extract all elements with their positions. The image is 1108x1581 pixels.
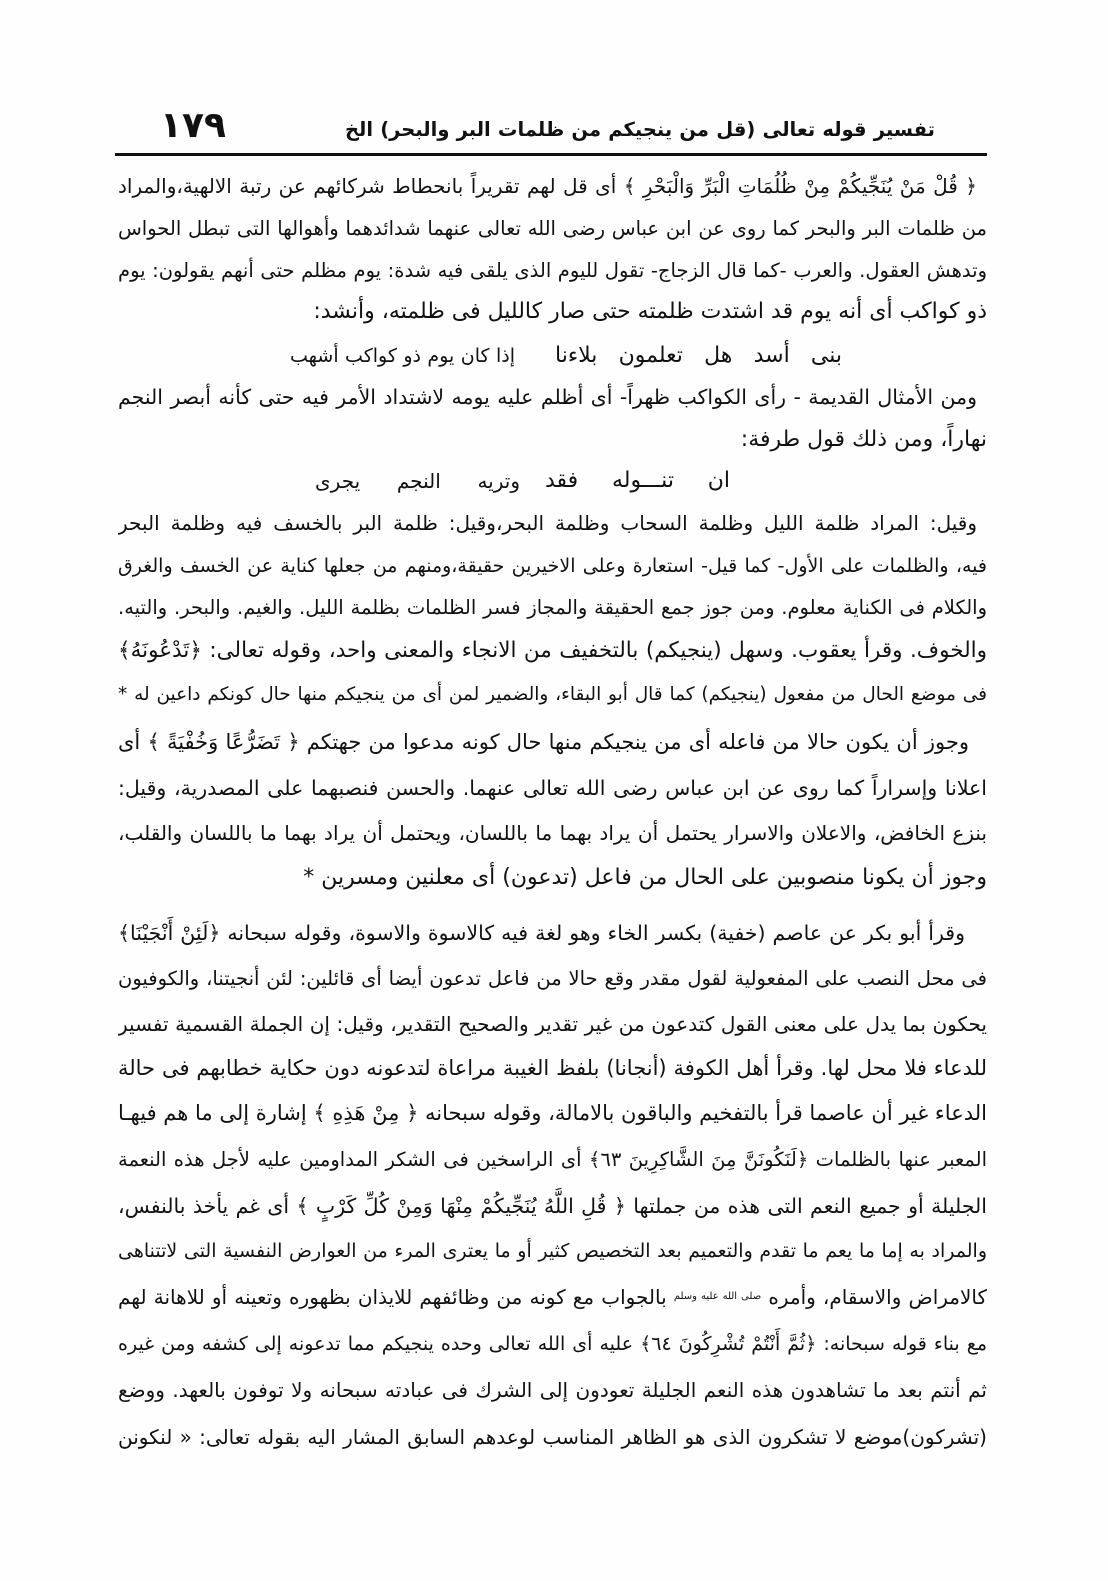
verse-hemistich-right: بنى أسد هل تعلمون بلاءنا bbox=[555, 343, 842, 368]
text-line: وجوز أن يكون حالا من فاعله أى من ينجيكم منها حال كونه مدعوا من جهتكم ﴿ تَضَرُّعًا وَخُفْيَةً ﴾ أى bbox=[118, 730, 969, 754]
text-line: ذو كواكب أى أنه يوم قد اشتدت ظلمته حتى صار كالليل فى ظلمته، وأنشد: bbox=[313, 299, 987, 324]
text-segment: بالجواب مع كونه من وظائفهم للايذان بظهوره وتعينه أو للاهانة لهم bbox=[118, 1285, 667, 1309]
text-line: فى موضع الحال من مفعول (ينجيكم) كما قال أبو البقاء، والضمير لمن أى من ينجيكم منها حال كونكم داعين له * bbox=[118, 684, 987, 705]
page-number: ١٧٩ bbox=[160, 105, 226, 146]
honorific-ligature: صلى الله عليه وسلم bbox=[673, 1291, 762, 1302]
text-line: وجوز أن يكونا منصوبين على الحال من فاعل (تدعون) أى معلنين ومسرين * bbox=[303, 865, 987, 890]
text-line bbox=[118, 1277, 987, 1317]
verse-hemistich-left: إذا كان يوم ذو كواكب أشهب bbox=[290, 345, 515, 367]
header-rule bbox=[115, 153, 987, 156]
text-line: فيه، والظلمات على الأول- كما قيل- استعارة وعلى الاخيرين حقيقة،ومنهم من جعلها كناية عن الخسف والغرق bbox=[118, 555, 987, 577]
text-line: من ظلمات البر والبحر كما روى عن ابن عباس رضى الله تعالى عنهما شدائدهما وأهوالها التى تبطل الحواس bbox=[118, 217, 987, 240]
verse-line bbox=[0, 461, 1108, 501]
text-line: اعلانا وإسراراً كما روى عن ابن عباس رضى الله تعالى عنهما. والحسن فنصبهما على المصدرية، وقيل: bbox=[118, 776, 987, 800]
text-line: للدعاء فلا محل لها. وقرأ أهل الكوفة (أنجانا) بلفظ الغيبة مراعاة لتدعونه دون حكاية خطابهم فى حالة bbox=[118, 1056, 987, 1080]
verse-line bbox=[0, 336, 1108, 376]
text-line: المعبر عنها بالظلمات ﴿لَنَكُونَنَّ مِنَ الشَّاكِرِينَ ٦٣﴾ أى الراسخين فى الشكر المداومين عليه لأجل هذه النعمة bbox=[118, 1148, 987, 1171]
text-line: والكلام فى الكناية معلوم. ومن جوز جمع الحقيقة والمجاز فسر الظلمات بظلمة الليل. والغيم. والبحر. والتيه. bbox=[118, 596, 987, 619]
text-line: والخوف. وقرأ يعقوب. وسهل (ينجيكم) بالتخفيف من الانجاء والمعنى واحد، وقوله تعالى: ﴿تَدْعُونَهُ﴾ bbox=[118, 638, 987, 663]
text-line: مع بناء قوله سبحانه: ﴿ثُمَّ أَنْتُمْ تُشْرِكُونَ ٦٤﴾ عليه أى الله تعالى وحده ينجيكم مما تدعونه إلى كشفه ومن غيره bbox=[118, 1333, 987, 1355]
text-line: وتدهش العقول. والعرب -كما قال الزجاج- تقول لليوم الذى يلقى فيه شدة: يوم مظلم حتى أنهم يقولون: يوم bbox=[118, 259, 987, 282]
text-line: نهاراً، ومن ذلك قول طرفة: bbox=[740, 427, 987, 452]
text-line: ثم أنتم بعد ما تشاهدون هذه النعم الجليلة تعودون إلى الشرك فى عبادته سبحانه ولا توفون بالعهد. ووضع bbox=[118, 1378, 987, 1402]
text-line: بنزع الخافض، والاعلان والاسرار يحتمل أن يراد بهما ما باللسان، ويحتمل أن يراد بهما ما باللسان والقلب، bbox=[118, 821, 987, 845]
text-line: فى محل النصب على المفعولية لقول مقدر وقع حالا من فاعل تدعون أيضا أى قائلين: لئن أنجيتنا، والكوفيون bbox=[118, 967, 987, 990]
text-line: يحكون بما يدل على معنى القول كتدعون من غير تقدير والصحيح التقدير، وقيل: إن الجملة القسمية تفسير bbox=[118, 1012, 987, 1036]
text-line: وقيل: المراد ظلمة الليل وظلمة السحاب وظلمة البحر،وقيل: ظلمة البر بالخسف فيه وظلمة البحر bbox=[118, 511, 977, 535]
text-line: ومن الأمثال القديمة - رأى الكواكب ظهراً- أى أظلم عليه يومه لاشتداد الأمر فيه حتى كأنه أبصر النجم bbox=[118, 385, 977, 409]
text-segment: كالامراض والاسقام، وأمره bbox=[768, 1285, 987, 1309]
text-line: وقرأ أبو بكر عن عاصم (خفية) بكسر الخاء وهو لغة فيه كالاسوة والاسوة، وقوله سبحانه ﴿لَئِنْ أَنْجَيْنَا﴾ bbox=[118, 921, 965, 945]
verse-hemistich-left: وتريه النجم يجرى bbox=[315, 469, 520, 493]
text-line: الجليلة أو جميع النعم التى هذه من جملتها ﴿ قُلِ اللَّهُ يُنَجِّيكُمْ مِنْهَا وَمِنْ كُلِّ كَرْبٍ ﴾ أى غم يأخذ بالنفس، bbox=[118, 1194, 987, 1218]
text-line: والمراد به إما ما يعم ما تقدم والتعميم بعد التخصيص كثير أو ما يعترى المرء من العوارض النفسية التى لاتتناهى bbox=[118, 1240, 987, 1262]
running-header-title: تفسير قوله تعالى (قل من ينجيكم من ظلمات البر والبحر) الخ bbox=[345, 118, 935, 141]
verse-hemistich-right: ان تنـــوله فقد bbox=[545, 468, 730, 493]
text-line: (تشركون)موضع لا تشكرون الذى هو الظاهر المناسب لوعدهم السابق المشار اليه بقوله تعالى: « لنكونن bbox=[118, 1425, 987, 1449]
text-line: الدعاء غير أن عاصما قرأ بالتفخيم والباقون بالامالة، وقوله سبحانه ﴿ مِنْ هَذِهِ ﴾ إشارة إلى ما هم فيهـا bbox=[118, 1101, 987, 1125]
text-line: ﴿ قُلْ مَنْ يُنَجِّيكُمْ مِنْ ظُلُمَاتِ الْبَرِّ وَالْبَحْرِ ﴾ أى قل لهم تقريراً بانحطاط شركائهم عن رتبة الالهية،والمراد bbox=[118, 174, 977, 198]
